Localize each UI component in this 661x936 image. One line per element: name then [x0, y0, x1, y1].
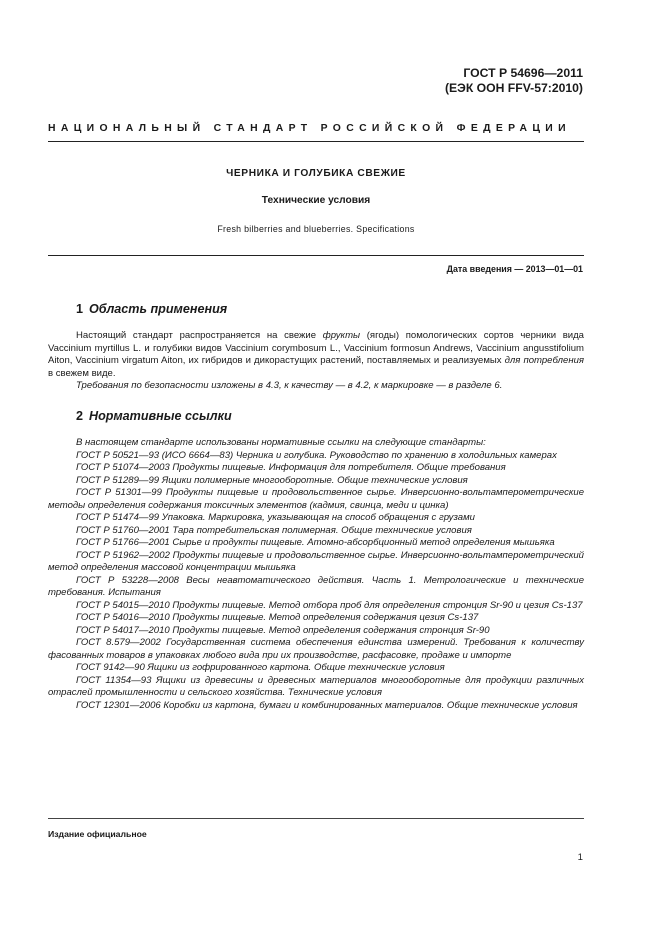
document-title: ЧЕРНИКА И ГОЛУБИКА СВЕЖИЕ: [226, 168, 406, 179]
reference-item: ГОСТ Р 51074—2003 Продукты пищевые. Информация для потребителя. Общие требования: [76, 462, 506, 473]
reference-item: ГОСТ Р 51766—2001 Сырье и продукты пищевые. Атомно-абсорбционный метод определения мышьяка: [76, 537, 555, 548]
english-title: Fresh bilberries and blueberries. Specifications: [217, 224, 415, 234]
reference-item: ГОСТ Р 51962—2002 Продукты пищевые и продовольственное сырье. Инверсионно-вольтамперометрический метод определения массовой концентрации мышьяка: [48, 549, 584, 573]
reference-item: ГОСТ Р 51760—2001 Тара потребительская полимерная. Общие технические условия: [76, 524, 472, 536]
reference-item: ГОСТ Р 54016—2010 Продукты пищевые. Метод определения содержания цезия Cs-137: [76, 612, 479, 623]
standard-equivalent: (ЕЭК ООН FFV-57:2010): [444, 81, 583, 95]
top-rule: [48, 141, 584, 142]
reference-item: ГОСТ 9142—90 Ящики из гофрированного картона. Общие технические условия: [76, 662, 445, 673]
reference-item: ГОСТ Р 50521—93 (ИСО 6664—83) Черника и голубика. Руководство по хранению в холодильных камерах: [76, 449, 557, 461]
section-1-title: Область применения: [89, 302, 228, 316]
references-intro: В настоящем стандарте использованы нормативные ссылки на следующие стандарты:: [76, 437, 486, 448]
page-number: 1: [577, 852, 583, 863]
reference-item: ГОСТ 11354—93 Ящики из древесины и древесных материалов многооборотные для продукции различных отраслей промышленности и сельского хозяйства. Технические условия: [48, 674, 584, 698]
national-standard-banner: НАЦИОНАЛЬНЫЙ СТАНДАРТ РОССИЙСКОЙ ФЕДЕРАЦИИ: [48, 123, 571, 134]
reference-item: ГОСТ Р 51474—99 Упаковка. Маркировка, указывающая на способ обращения с грузами: [76, 512, 475, 523]
standard-number: ГОСТ Р 54696—2011: [463, 66, 583, 80]
reference-item: ГОСТ 12301—2006 Коробки из картона, бумаги и комбинированных материалов. Общие технические условия: [76, 699, 578, 711]
section-2-title: Нормативные ссылки: [89, 409, 232, 423]
scope-paragraph: Настоящий стандарт распространяется на свежие фрукты (ягоды) помологических сортов черники вида Vaccinium myrtillus L. и голубики видов Vaccinium corymbosum L., Vaccinium formosun Andrews, Vaccinium angusstifolium Aiton, Vaccinium virgatum Aiton, их гибридов и дикорастущих растений, поставляемых и реализуемых для потребления в свежем виде.: [48, 330, 584, 379]
section-1-body: [48, 330, 584, 393]
footer-rule: [48, 818, 584, 819]
section-1-heading: [76, 302, 227, 316]
standard-code: [445, 66, 583, 96]
official-edition-label: Издание официальное: [48, 829, 147, 839]
reference-item: ГОСТ 8.579—2002 Государственная система обеспечения единства измерений. Требования к количеству фасованных товаров в упаковках любого вида при их производстве, расфасовке, продаже и импорте: [48, 637, 584, 661]
introduction-date: Дата введения — 2013—01—01: [446, 264, 583, 274]
reference-item: ГОСТ Р 51289—99 Ящики полимерные многооборотные. Общие технические условия: [76, 474, 468, 486]
reference-item: ГОСТ Р 51301—99 Продукты пищевые и продовольственное сырье. Инверсионно-вольтамперометрические методы определения содержания токсичных элементов (кадмия, свинца, меди и цинка): [48, 487, 584, 511]
section-2-heading: [76, 409, 232, 423]
title-rule: [48, 255, 584, 256]
section-2-body: [48, 437, 584, 712]
document-subtitle: Технические условия: [261, 195, 371, 206]
reference-item: ГОСТ Р 54015—2010 Продукты пищевые. Метод отбора проб для определения стронция Sr-90 и цезия Cs-137: [76, 599, 583, 611]
reference-item: ГОСТ Р 54017—2010 Продукты пищевые. Метод определения содержания стронция Sr-90: [76, 624, 490, 636]
requirements-paragraph: Требования по безопасности изложены в 4.3, к качеству — в 4.2, к маркировке — в разделе 6.: [76, 380, 503, 391]
section-2-number: 2: [76, 409, 84, 423]
section-1-number: 1: [76, 302, 84, 316]
reference-item: ГОСТ Р 53228—2008 Весы неавтоматического действия. Часть 1. Метрологические и технические требования. Испытания: [48, 574, 584, 598]
